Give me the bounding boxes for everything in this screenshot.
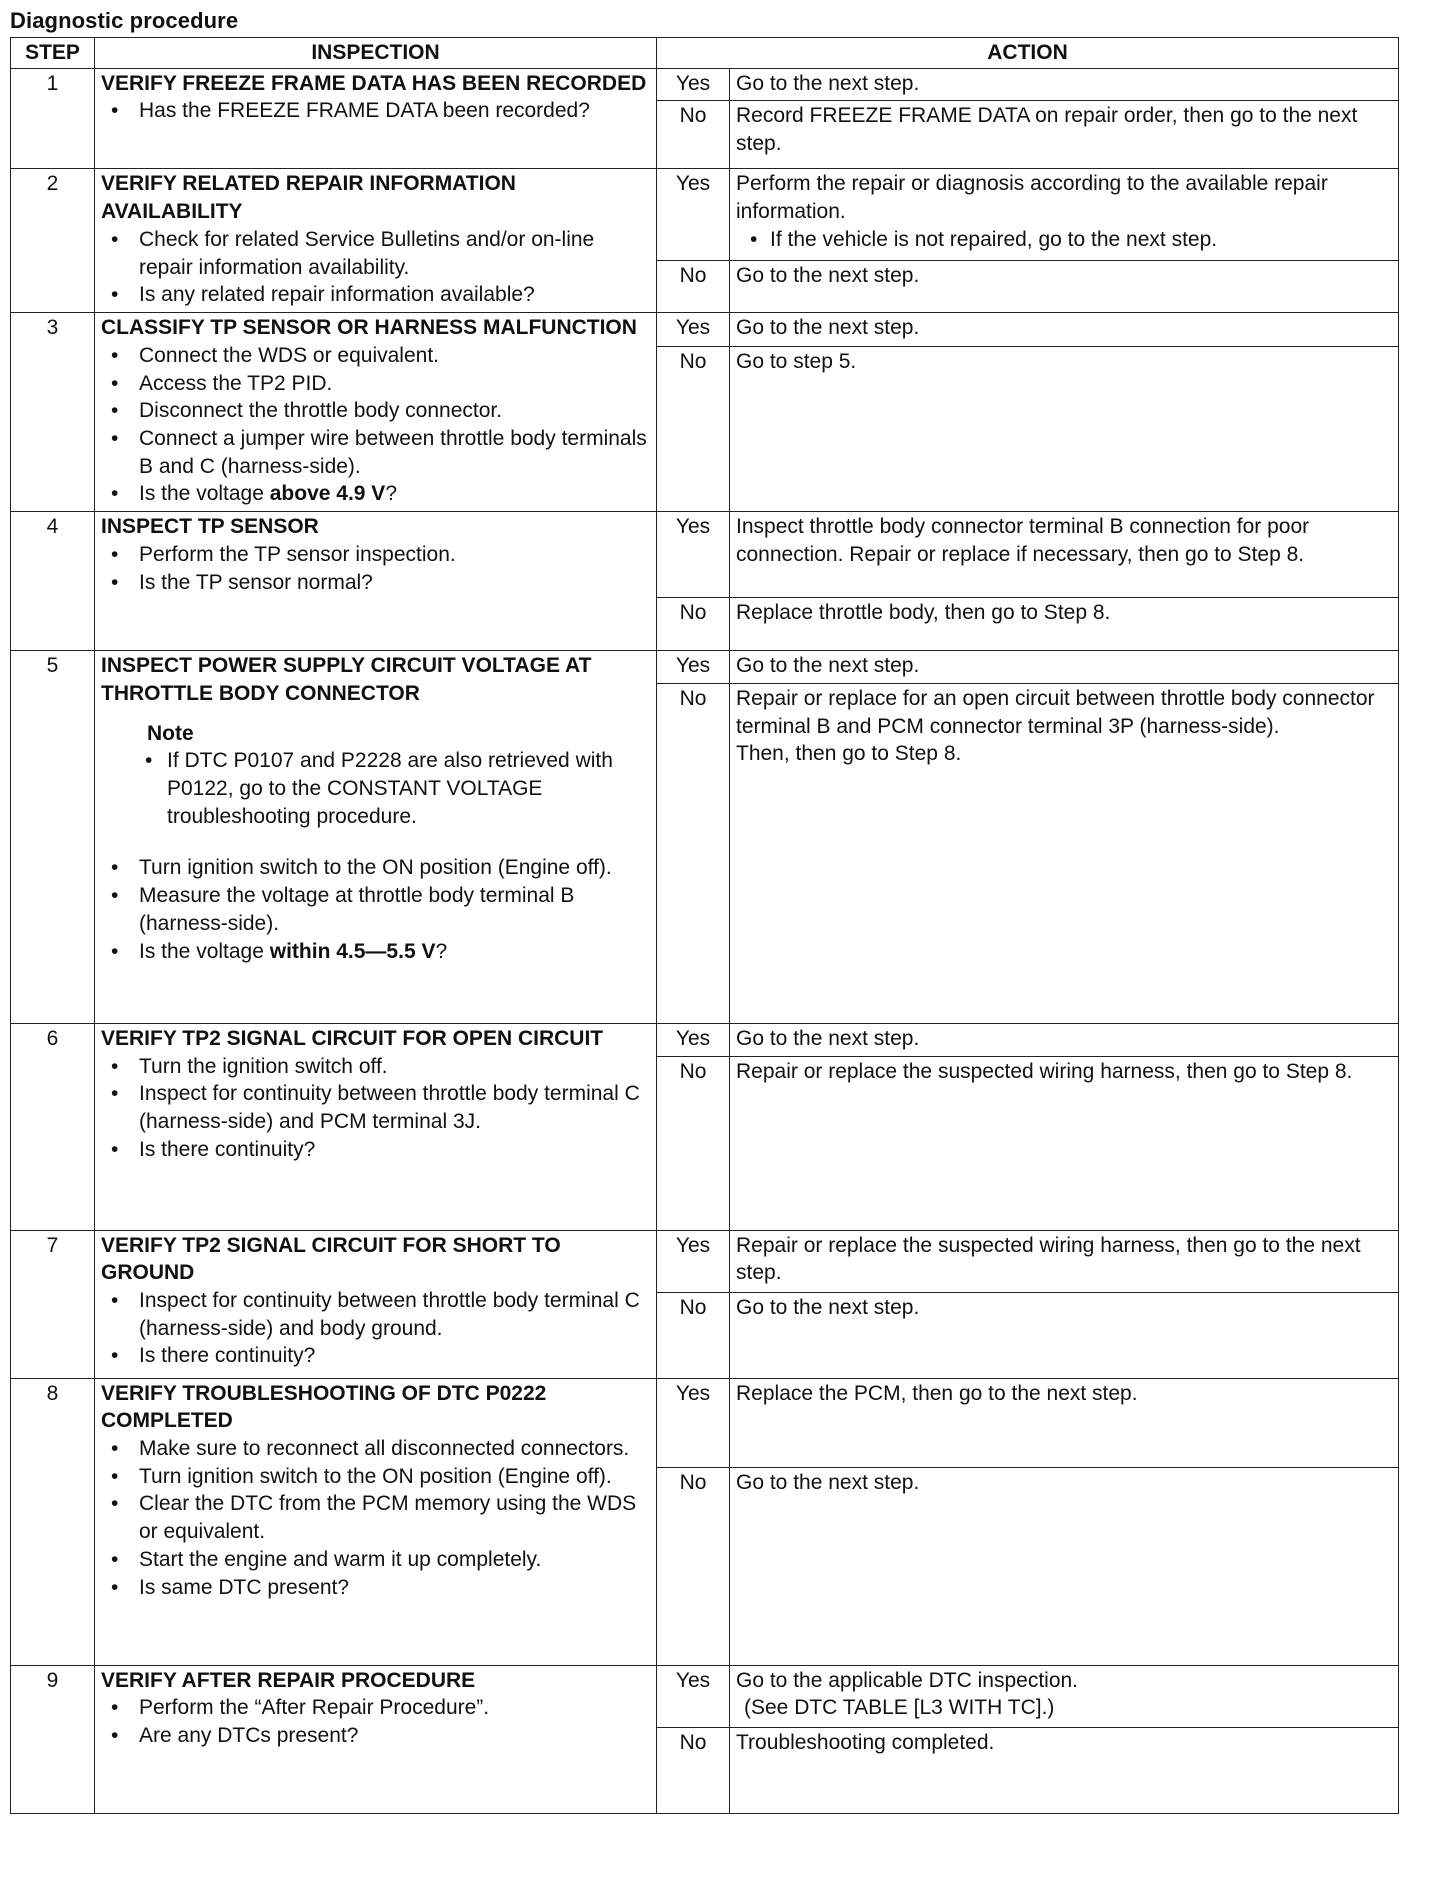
question-text: Is the voltage bbox=[139, 482, 270, 506]
step-number: 1 bbox=[11, 68, 95, 169]
yes-action-sub-bullet: • If the vehicle is not repaired, go to the next step. bbox=[770, 226, 1392, 254]
no-label: No bbox=[657, 598, 730, 651]
yes-action-sub bbox=[736, 226, 1392, 254]
yes-action: Go to the next step. bbox=[730, 313, 1399, 347]
inspection-bullet: • Is the TP sensor normal? bbox=[139, 569, 650, 597]
yes-action: Repair or replace the suspected wiring harness, then go to the next step. bbox=[730, 1230, 1399, 1292]
header-step: STEP bbox=[11, 38, 95, 69]
inspection-bullets bbox=[101, 342, 650, 508]
inspection-bullet: • Has the FREEZE FRAME DATA been recorded? bbox=[139, 97, 650, 125]
no-label: No bbox=[657, 1056, 730, 1230]
step-row-3-yes bbox=[11, 313, 1399, 347]
question-text: Is the voltage bbox=[139, 939, 270, 963]
inspection-bullet: • Turn ignition switch to the ON position (Engine off). bbox=[139, 854, 650, 882]
inspection-title: VERIFY TP2 SIGNAL CIRCUIT FOR OPEN CIRCUIT bbox=[101, 1026, 604, 1050]
step-number: 7 bbox=[11, 1230, 95, 1378]
inspection-bullet: • Is there continuity? bbox=[139, 1342, 650, 1370]
inspection-bullet: • Is any related repair information available? bbox=[139, 281, 650, 309]
inspection-bullets bbox=[101, 1287, 650, 1370]
step-number: 3 bbox=[11, 313, 95, 512]
step-row-1-yes bbox=[11, 68, 1399, 101]
no-action bbox=[730, 683, 1399, 1023]
question-end: ? bbox=[385, 482, 397, 506]
step-row-9-yes bbox=[11, 1665, 1399, 1727]
inspection-bullet: • Access the TP2 PID. bbox=[139, 370, 650, 398]
step-number: 5 bbox=[11, 651, 95, 1024]
step-row-5-yes bbox=[11, 651, 1399, 684]
inspection-bullet: • Inspect for continuity between throttle body terminal C (harness-side) and body ground. bbox=[139, 1287, 650, 1342]
inspection-bullet: • Clear the DTC from the PCM memory using the WDS or equivalent. bbox=[139, 1490, 650, 1545]
step-row-8-yes bbox=[11, 1378, 1399, 1467]
inspection-bullet: • Turn the ignition switch off. bbox=[139, 1053, 650, 1081]
inspection-bullets bbox=[101, 1435, 650, 1601]
no-action: Go to the next step. bbox=[730, 261, 1399, 313]
no-action-text-2: Then, then go to Step 8. bbox=[736, 742, 962, 766]
inspection-cell bbox=[95, 313, 657, 512]
question-value: within 4.5—5.5 V bbox=[269, 939, 436, 963]
inspection-bullets bbox=[101, 854, 650, 965]
inspection-bullet: • Start the engine and warm it up completely. bbox=[139, 1546, 650, 1574]
inspection-cell bbox=[95, 1023, 657, 1230]
document-title: Diagnostic procedure bbox=[10, 8, 239, 33]
inspection-title: VERIFY TP2 SIGNAL CIRCUIT FOR SHORT TO GROUND bbox=[101, 1233, 561, 1285]
inspection-bullet: • Measure the voltage at throttle body terminal B (harness-side). bbox=[139, 882, 650, 937]
inspection-title: INSPECT POWER SUPPLY CIRCUIT VOLTAGE AT THROTTLE BODY CONNECTOR bbox=[101, 654, 592, 705]
step-row-6-yes bbox=[11, 1023, 1399, 1056]
yes-action-text: Perform the repair or diagnosis according to the available repair information. bbox=[736, 172, 1328, 224]
inspection-title: VERIFY FREEZE FRAME DATA HAS BEEN RECORDED bbox=[101, 71, 647, 95]
no-label: No bbox=[657, 1467, 730, 1665]
yes-action-sub-list bbox=[748, 226, 1392, 254]
yes-action bbox=[730, 169, 1399, 261]
yes-label: Yes bbox=[657, 512, 730, 598]
step-number: 8 bbox=[11, 1378, 95, 1665]
no-action: Go to the next step. bbox=[730, 1467, 1399, 1665]
inspection-bullets bbox=[101, 1053, 650, 1164]
inspection-cell bbox=[95, 1230, 657, 1378]
yes-label: Yes bbox=[657, 313, 730, 347]
header-inspection: INSPECTION bbox=[95, 38, 657, 69]
inspection-title: CLASSIFY TP SENSOR OR HARNESS MALFUNCTION bbox=[101, 316, 637, 340]
yes-action: Go to the next step. bbox=[730, 1023, 1399, 1056]
inspection-question bbox=[139, 480, 650, 508]
inspection-cell bbox=[95, 1378, 657, 1665]
no-label: No bbox=[657, 1292, 730, 1378]
inspection-cell bbox=[95, 169, 657, 313]
inspection-bullet: • Disconnect the throttle body connector. bbox=[139, 397, 650, 425]
inspection-cell bbox=[95, 512, 657, 651]
step-number: 9 bbox=[11, 1665, 95, 1813]
inspection-bullet: • Perform the “After Repair Procedure”. bbox=[139, 1694, 650, 1722]
yes-action-text-2: (See DTC TABLE [L3 WITH TC].) bbox=[744, 1696, 1055, 1720]
question-end: ? bbox=[435, 939, 448, 963]
yes-label: Yes bbox=[657, 68, 730, 101]
inspection-cell bbox=[95, 651, 657, 1024]
note-title: Note bbox=[147, 721, 194, 745]
note-block bbox=[101, 720, 650, 831]
yes-label: Yes bbox=[657, 1023, 730, 1056]
step-row-7-yes bbox=[11, 1230, 1399, 1292]
note-bullet: • If DTC P0107 and P2228 are also retrieved with P0122, go to the CONSTANT VOLTAGE troubleshooting procedure. bbox=[167, 747, 650, 830]
step-number: 4 bbox=[11, 512, 95, 651]
step-row-4-yes bbox=[11, 512, 1399, 598]
step-number: 6 bbox=[11, 1023, 95, 1230]
yes-action bbox=[730, 1665, 1399, 1727]
inspection-bullet: • Are any DTCs present? bbox=[139, 1722, 650, 1750]
note-bullets bbox=[147, 747, 650, 830]
inspection-bullet: • Make sure to reconnect all disconnected connectors. bbox=[139, 1435, 650, 1463]
yes-action: Replace the PCM, then go to the next step. bbox=[730, 1378, 1399, 1467]
header-action: ACTION bbox=[657, 38, 1399, 69]
yes-action: Go to the next step. bbox=[730, 68, 1399, 101]
inspection-bullet: • Check for related Service Bulletins and/or on-line repair information availability. bbox=[139, 226, 650, 281]
yes-label: Yes bbox=[657, 1378, 730, 1467]
no-action: Go to step 5. bbox=[730, 346, 1399, 511]
yes-action: Inspect throttle body connector terminal B connection for poor connection. Repair or replace if necessary, then go to Step 8. bbox=[730, 512, 1399, 598]
yes-action-text: Go to the applicable DTC inspection. bbox=[736, 1668, 1079, 1692]
inspection-bullet: • Is there continuity? bbox=[139, 1136, 650, 1164]
header-row bbox=[11, 38, 1399, 69]
inspection-bullet: • Is same DTC present? bbox=[139, 1574, 650, 1602]
no-label: No bbox=[657, 261, 730, 313]
yes-label: Yes bbox=[657, 169, 730, 261]
inspection-title: VERIFY TROUBLESHOOTING OF DTC P0222 COMPLETED bbox=[101, 1381, 547, 1433]
yes-action: Go to the next step. bbox=[730, 651, 1399, 684]
no-label: No bbox=[657, 101, 730, 169]
no-label: No bbox=[657, 683, 730, 1023]
yes-label: Yes bbox=[657, 1230, 730, 1292]
inspection-bullets bbox=[101, 97, 650, 125]
inspection-bullet: • Connect the WDS or equivalent. bbox=[139, 342, 650, 370]
inspection-bullet: • Perform the TP sensor inspection. bbox=[139, 541, 650, 569]
yes-label: Yes bbox=[657, 1665, 730, 1727]
no-action: Go to the next step. bbox=[730, 1292, 1399, 1378]
inspection-bullet: • Turn ignition switch to the ON position (Engine off). bbox=[139, 1463, 650, 1491]
inspection-cell bbox=[95, 1665, 657, 1813]
inspection-bullets bbox=[101, 1694, 650, 1749]
step-number: 2 bbox=[11, 169, 95, 313]
no-action: Troubleshooting completed. bbox=[730, 1727, 1399, 1813]
inspection-title: VERIFY AFTER REPAIR PROCEDURE bbox=[101, 1668, 476, 1692]
yes-label: Yes bbox=[657, 651, 730, 684]
inspection-title: VERIFY RELATED REPAIR INFORMATION AVAILABILITY bbox=[101, 172, 516, 224]
inspection-bullets bbox=[101, 541, 650, 596]
inspection-bullet: • Inspect for continuity between throttle body terminal C (harness-side) and PCM terminal 3J. bbox=[139, 1080, 650, 1135]
inspection-title: INSPECT TP SENSOR bbox=[101, 515, 319, 539]
inspection-bullet: • Connect a jumper wire between throttle body terminals B and C (harness-side). bbox=[139, 425, 650, 480]
step-row-2-yes bbox=[11, 169, 1399, 261]
no-label: No bbox=[657, 1727, 730, 1813]
inspection-bullets bbox=[101, 226, 650, 309]
no-label: No bbox=[657, 346, 730, 511]
inspection-cell bbox=[95, 68, 657, 169]
no-action: Repair or replace the suspected wiring harness, then go to Step 8. bbox=[730, 1056, 1399, 1230]
no-action-text: Repair or replace for an open circuit between throttle body connector terminal B and PCM connector terminal 3P (harness-side). bbox=[736, 686, 1375, 738]
no-action: Record FREEZE FRAME DATA on repair order, then go to the next step. bbox=[730, 101, 1399, 169]
no-action: Replace throttle body, then go to Step 8. bbox=[730, 598, 1399, 651]
question-value: above 4.9 V bbox=[269, 482, 386, 506]
inspection-question bbox=[139, 938, 650, 966]
diagnostic-procedure-table bbox=[10, 37, 1399, 1814]
